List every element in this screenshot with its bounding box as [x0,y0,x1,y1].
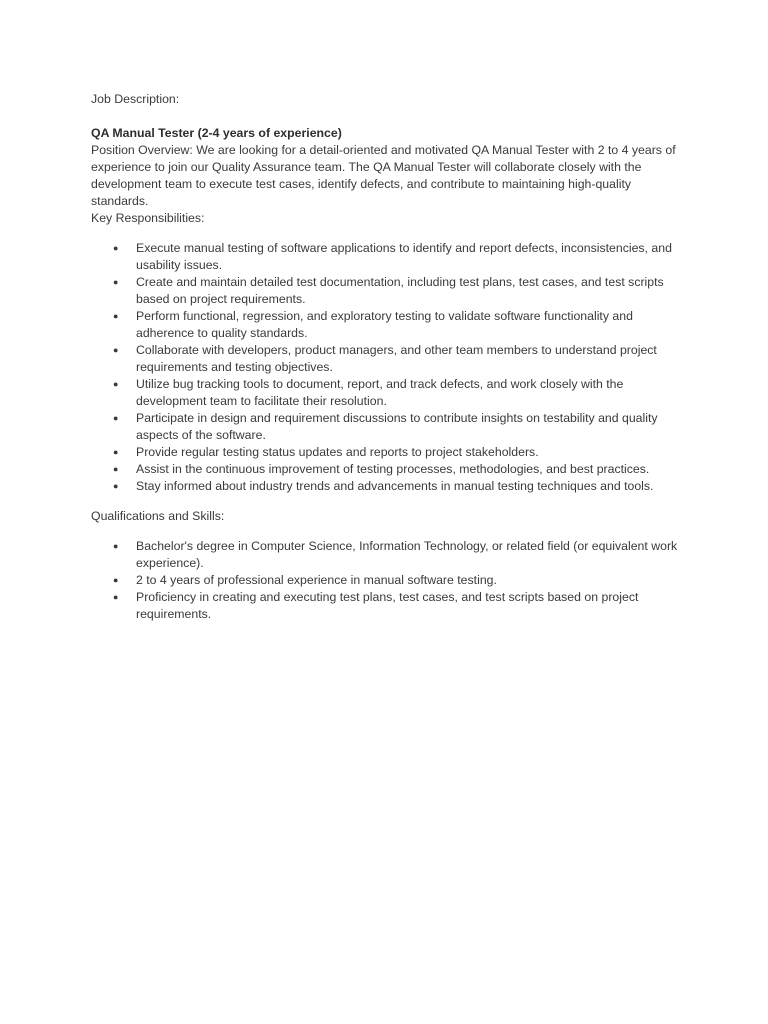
responsibilities-list [91,240,691,495]
list-item-text: Utilize bug tracking tools to document, report, and track defects, and work closely with the development team to facilitate their resolution. [136,377,624,408]
responsibilities-heading: Key Responsibilities: [91,211,205,225]
list-item-text: Execute manual testing of software applications to identify and report defects, inconsistencies, and usability issues. [136,241,672,272]
list-item-text: Stay informed about industry trends and advancements in manual testing techniques and tools. [136,479,654,493]
bullet-icon: ● [113,541,119,551]
list-item-text: Proficiency in creating and executing test plans, test cases, and test scripts based on project requirements. [136,590,639,621]
list-item [91,274,691,308]
bullet-icon: ● [113,345,119,355]
bullet-icon: ● [113,277,119,287]
list-item-text: Provide regular testing status updates and reports to project stakeholders. [136,445,539,459]
list-item-text: Bachelor's degree in Computer Science, Information Technology, or related field (or equivalent work experience). [136,539,678,570]
qualifications-list [91,538,691,623]
list-item-text: Participate in design and requirement discussions to contribute insights on testability and quality aspects of the software. [136,411,658,442]
position-overview: Position Overview: We are looking for a detail-oriented and motivated QA Manual Tester with 2 to 4 years of experience to join our Quality Assurance team. The QA Manual Tester will collaborate closely with the development team to execute test cases, identify defects, and contribute to maintaining high-quality standards. [91,143,676,208]
bullet-icon: ● [113,481,119,491]
list-item [91,572,691,589]
document-page [91,91,691,623]
list-item-text: Perform functional, regression, and exploratory testing to validate software functionality and adherence to quality standards. [136,309,633,340]
list-item [91,240,691,274]
list-item-text: Create and maintain detailed test documentation, including test plans, test cases, and test scripts based on project requirements. [136,275,664,306]
list-item [91,342,691,376]
bullet-icon: ● [113,575,119,585]
qualifications-heading: Qualifications and Skills: [91,509,225,523]
list-item-text: Collaborate with developers, product managers, and other team members to understand project requirements and testing objectives. [136,343,657,374]
list-item-text: 2 to 4 years of professional experience in manual software testing. [136,573,497,587]
list-item [91,538,691,572]
list-item [91,478,691,495]
list-item [91,444,691,461]
list-item [91,308,691,342]
list-item-text: Assist in the continuous improvement of testing processes, methodologies, and best practices. [136,462,650,476]
bullet-icon: ● [113,413,119,423]
job-title: QA Manual Tester (2-4 years of experience) [91,126,342,140]
list-item [91,410,691,444]
bullet-icon: ● [113,447,119,457]
bullet-icon: ● [113,243,119,253]
bullet-icon: ● [113,311,119,321]
list-item [91,461,691,478]
bullet-icon: ● [113,592,119,602]
bullet-icon: ● [113,464,119,474]
job-description-label: Job Description: [91,92,180,106]
list-item [91,376,691,410]
bullet-icon: ● [113,379,119,389]
list-item [91,589,691,623]
